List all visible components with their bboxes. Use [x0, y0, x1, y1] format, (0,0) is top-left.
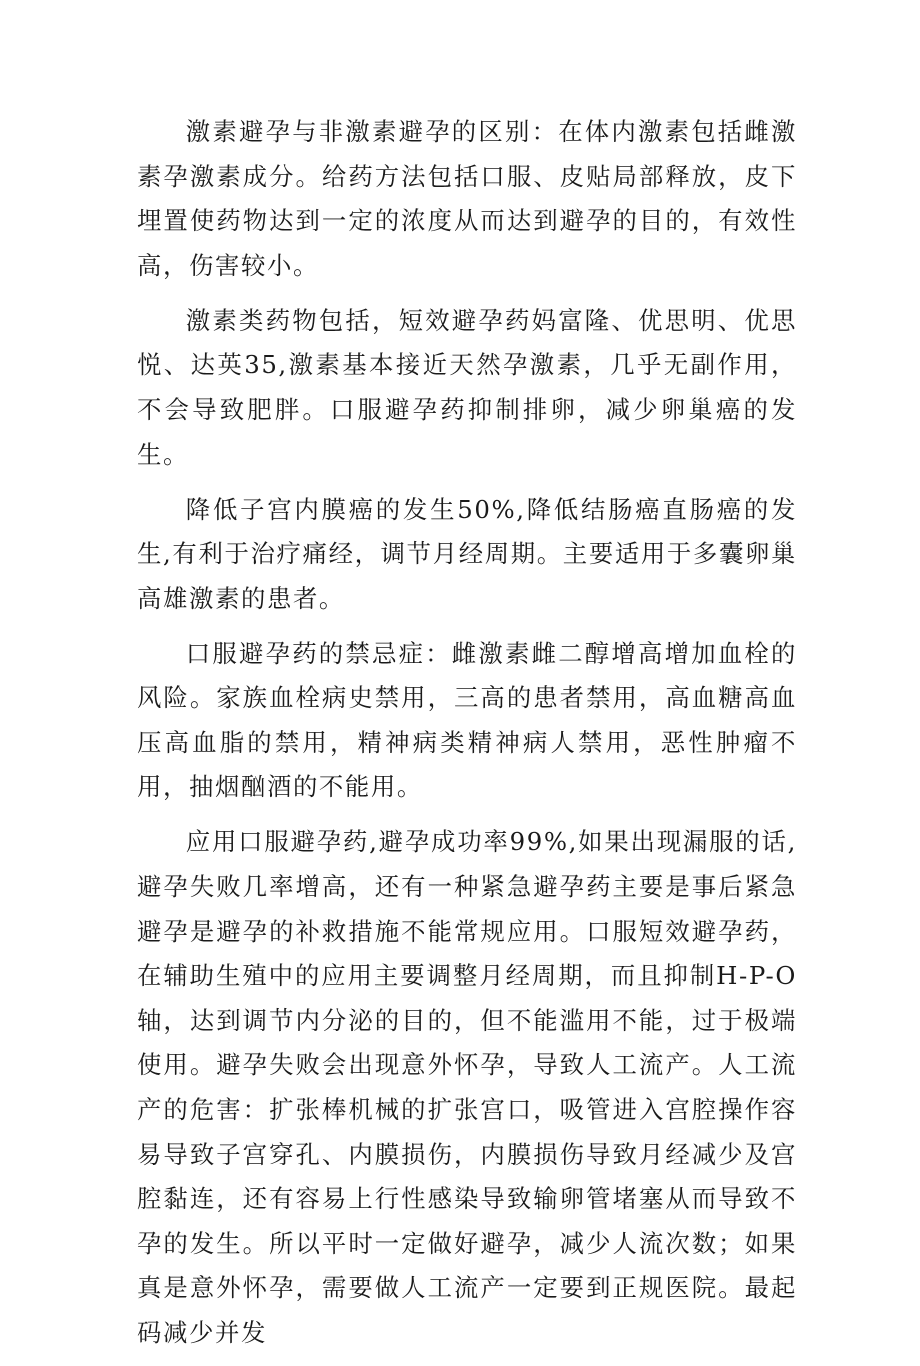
document-body	[137, 110, 797, 1366]
paragraph-benefits: 降低子宫内膜癌的发生50%,降低结肠癌直肠癌的发生,有利于治疗痛经，调节月经周期。主要适用于多囊卵巢高雄激素的患者。	[137, 494, 797, 613]
paragraph-contraindications: 口服避孕药的禁忌症：雌激素雌二醇增高增加血栓的风险。家族血栓病史禁用，三高的患者禁用，高血糖高血压高血脂的禁用，精神病类精神病人禁用，恶性肿瘤不用，抽烟酗酒的不能用。	[137, 638, 797, 802]
paragraph-application-risks: 应用口服避孕药,避孕成功率99%,如果出现漏服的话,避孕失败几率增高，还有一种紧急避孕药主要是事后紧急避孕是避孕的补救措施不能常规应用。口服短效避孕药，在辅助生殖中的应用主要调整月经周期，而且抑制H-P-O轴，达到调节内分泌的目的，但不能滥用不能，过于极端使用。避孕失败会出现意外怀孕，导致人工流产。人工流产的危害：扩张棒机械的扩张宫口，吸管进入宫腔操作容易导致子宫穿孔、内膜损伤，内膜损伤导致月经减少及宫腔黏连，还有容易上行性感染导致输卵管堵塞从而导致不孕的发生。所以平时一定做好避孕，减少人流次数；如果真是意外怀孕，需要做人工流产一定要到正规医院。最起码减少并发	[137, 827, 797, 1347]
paragraph-hormonal-drugs: 激素类药物包括，短效避孕药妈富隆、优思明、优思悦、达英35,激素基本接近天然孕激素，几乎无副作用，不会导致肥胖。口服避孕药抑制排卵，减少卵巢癌的发生。	[137, 305, 797, 469]
paragraph-hormonal-vs-nonhormonal: 激素避孕与非激素避孕的区别：在体内激素包括雌激素孕激素成分。给药方法包括口服、皮贴局部释放，皮下埋置使药物达到一定的浓度从而达到避孕的目的，有效性高，伤害较小。	[137, 117, 797, 280]
